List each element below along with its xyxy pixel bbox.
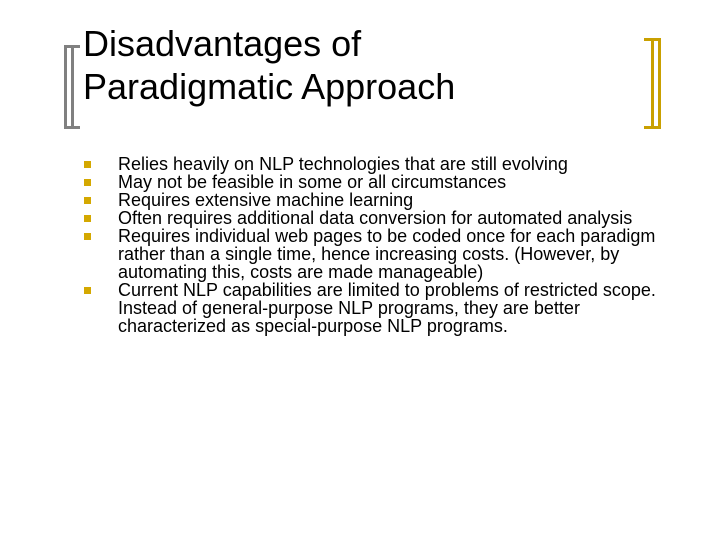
square-bullet-icon: [84, 179, 91, 186]
bullet-item: [84, 191, 664, 209]
bullet-text: Requires individual web pages to be coded once for each paradigm rather than a single time, hence increasing costs. (However, by automating this, costs are made manageable): [118, 226, 656, 282]
slide-title: [83, 22, 623, 108]
bullet-text: Often requires additional data conversion for automated analysis: [118, 208, 633, 228]
bullet-text: Current NLP capabilities are limited to problems of restricted scope. Instead of general-purpose NLP programs, they are better characterized as special-purpose NLP programs.: [118, 280, 656, 336]
slide-title-line-2: Paradigmatic Approach: [83, 66, 456, 107]
slide-title-line-1: Disadvantages of: [83, 23, 362, 64]
bullet-item: [84, 155, 664, 173]
right-bracket-decoration: [644, 38, 661, 129]
bullet-text: Relies heavily on NLP technologies that are still evolving: [118, 154, 568, 174]
square-bullet-icon: [84, 215, 91, 222]
square-bullet-icon: [84, 233, 91, 240]
square-bullet-icon: [84, 197, 91, 204]
bullet-item: [84, 227, 664, 281]
bullet-item: [84, 209, 664, 227]
square-bullet-icon: [84, 161, 91, 168]
square-bullet-icon: [84, 287, 91, 294]
bullet-item: [84, 281, 664, 335]
left-bracket-decoration: [64, 45, 80, 129]
bullet-list: [84, 155, 664, 335]
bullet-text: May not be feasible in some or all circumstances: [118, 172, 507, 192]
bullet-text: Requires extensive machine learning: [118, 190, 414, 210]
bullet-item: [84, 173, 664, 191]
